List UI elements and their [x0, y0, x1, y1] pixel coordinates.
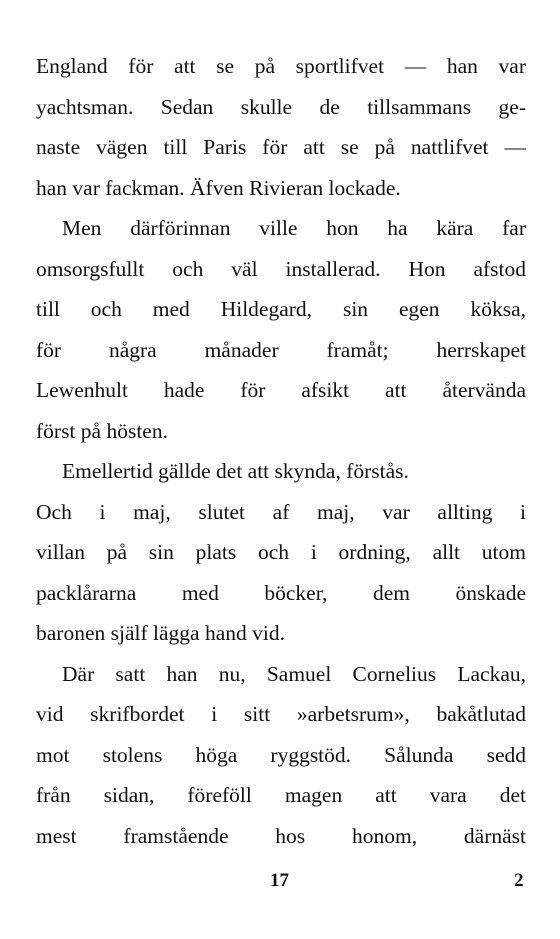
text-line: han var fackman. Äfven Rivieran lockade.: [36, 175, 401, 200]
signature-mark: 2: [514, 870, 524, 891]
page-number: 17: [270, 870, 289, 891]
text-line: Emellertid gällde det att skynda, förstås.: [62, 459, 409, 483]
text-line: till och med Hildegard, sin egen köksa,: [36, 297, 526, 321]
text-line: naste vägen till Paris för att se på nattlifvet —: [36, 135, 526, 159]
text-line: vid skrifbordet i sitt »arbetsrum», bakåtlutad: [36, 702, 526, 726]
body-text: [36, 46, 526, 856]
text-line: baronen själf lägga hand vid.: [36, 621, 285, 645]
text-line: Och i maj, slutet af maj, var allting i: [36, 499, 526, 524]
text-line: packlårarna med böcker, dem önskade: [36, 580, 526, 605]
text-line: Lewenhult hade för afsikt att återvända: [36, 378, 526, 402]
text-line: mest framstående hos honom, därnäst: [36, 823, 526, 848]
text-line: för några månader framåt; herrskapet: [36, 337, 526, 362]
text-line: omsorgsfullt och väl installerad. Hon afstod: [36, 256, 526, 281]
text-line: mot stolens höga ryggstöd. Sålunda sedd: [36, 742, 526, 767]
text-line: England för att se på sportlifvet — han var: [36, 54, 526, 78]
text-line: villan på sin plats och i ordning, allt utom: [36, 540, 526, 564]
text-line: Där satt han nu, Samuel Cornelius Lackau,: [62, 661, 526, 686]
page-footer: [0, 870, 560, 900]
text-line: yachtsman. Sedan skulle de tillsammans ge-: [36, 94, 526, 119]
text-line: Men därförinnan ville hon ha kära far: [62, 216, 526, 240]
text-line: först på hösten.: [36, 418, 168, 443]
text-line: från sidan, föreföll magen att vara det: [36, 783, 526, 807]
